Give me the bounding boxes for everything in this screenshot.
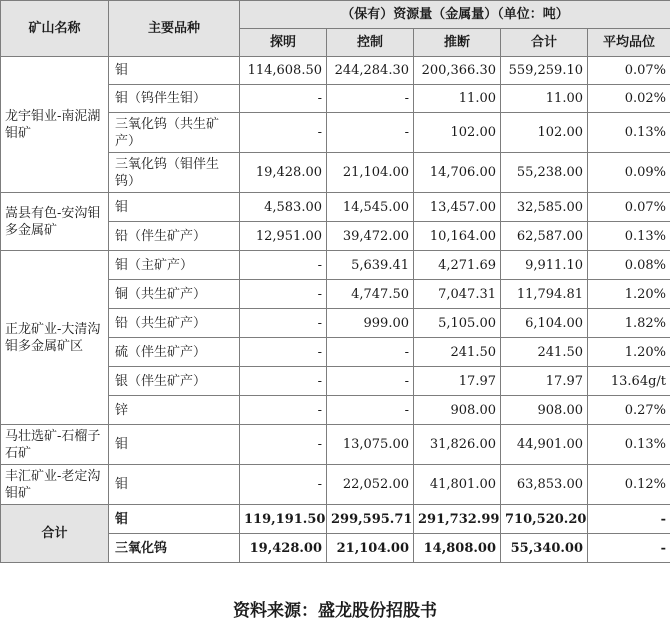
grade-cell: 1.20% [588,280,670,309]
header-col-proven: 探明 [240,29,327,57]
inferred-cell: 14,808.00 [414,534,501,563]
controlled-cell: 21,104.00 [327,534,414,563]
grade-cell: - [588,534,670,563]
inferred-cell: 31,826.00 [414,425,501,465]
controlled-cell: - [327,113,414,153]
inferred-cell: 5,105.00 [414,309,501,338]
total-cell: 102.00 [501,113,588,153]
controlled-cell: 21,104.00 [327,153,414,193]
controlled-cell: - [327,338,414,367]
product-cell: 铅（伴生矿产） [109,222,240,251]
product-cell: 钼 [109,505,240,534]
controlled-cell: 4,747.50 [327,280,414,309]
proven-cell: 12,951.00 [240,222,327,251]
proven-cell: - [240,425,327,465]
grade-cell: 0.12% [588,465,670,505]
total-cell: 32,585.00 [501,193,588,222]
grade-cell: 0.07% [588,193,670,222]
product-cell: 钼 [109,193,240,222]
total-cell: 55,238.00 [501,153,588,193]
source-caption: 资料来源：盛龙股份招股书 [233,601,437,621]
grade-cell: 0.13% [588,425,670,465]
mine-name-cell: 丰汇矿业-老定沟钼矿 [1,465,109,505]
total-cell: 11,794.81 [501,280,588,309]
total-cell: 55,340.00 [501,534,588,563]
proven-cell: - [240,251,327,280]
controlled-cell: 5,639.41 [327,251,414,280]
inferred-cell: 102.00 [414,113,501,153]
table-row [1,251,670,280]
total-row [1,505,670,534]
proven-cell: 119,191.50 [240,505,327,534]
product-cell: 钼（主矿产） [109,251,240,280]
product-cell: 银（伴生矿产） [109,367,240,396]
proven-cell: - [240,85,327,113]
inferred-cell: 4,271.69 [414,251,501,280]
product-cell: 钼（钨伴生钼） [109,85,240,113]
mine-name-cell: 嵩县有色-安沟钼多金属矿 [1,193,109,251]
total-cell: 17.97 [501,367,588,396]
proven-cell: 4,583.00 [240,193,327,222]
total-cell: 908.00 [501,396,588,425]
header-col-total: 合计 [501,29,588,57]
header-col-inferred: 推断 [414,29,501,57]
controlled-cell: 22,052.00 [327,465,414,505]
inferred-cell: 17.97 [414,367,501,396]
product-cell: 硫（伴生矿产） [109,338,240,367]
controlled-cell: 244,284.30 [327,57,414,85]
grade-cell: 13.64g/t [588,367,670,396]
mine-name-cell: 龙宇钼业-南泥湖钼矿 [1,57,109,193]
grade-cell: - [588,505,670,534]
inferred-cell: 14,706.00 [414,153,501,193]
product-cell: 三氧化钨（共生矿产） [109,113,240,153]
total-cell: 11.00 [501,85,588,113]
mine-name-cell: 正龙矿业-大清沟钼多金属矿区 [1,251,109,425]
controlled-cell: 999.00 [327,309,414,338]
grade-cell: 1.20% [588,338,670,367]
grade-cell: 1.82% [588,309,670,338]
grade-cell: 0.27% [588,396,670,425]
mine-name-cell: 马壮选矿-石榴子石矿 [1,425,109,465]
grade-cell: 0.13% [588,113,670,153]
product-cell: 三氧化钨（钼伴生钨） [109,153,240,193]
table-row [1,465,670,505]
total-cell: 62,587.00 [501,222,588,251]
inferred-cell: 200,366.30 [414,57,501,85]
product-cell: 铜（共生矿产） [109,280,240,309]
table-header [1,1,670,57]
total-cell: 241.50 [501,338,588,367]
proven-cell: - [240,367,327,396]
header-col-controlled: 控制 [327,29,414,57]
header-col-grade: 平均品位 [588,29,670,57]
controlled-cell: - [327,396,414,425]
total-cell: 9,911.10 [501,251,588,280]
inferred-cell: 13,457.00 [414,193,501,222]
product-cell: 铅（共生矿产） [109,309,240,338]
total-cell: 559,259.10 [501,57,588,85]
product-cell: 钼 [109,57,240,85]
inferred-cell: 11.00 [414,85,501,113]
inferred-cell: 908.00 [414,396,501,425]
proven-cell: - [240,280,327,309]
grade-cell: 0.02% [588,85,670,113]
grade-cell: 0.07% [588,57,670,85]
inferred-cell: 7,047.31 [414,280,501,309]
inferred-cell: 41,801.00 [414,465,501,505]
total-cell: 44,901.00 [501,425,588,465]
grade-cell: 0.09% [588,153,670,193]
table-row [1,193,670,222]
controlled-cell: - [327,367,414,396]
header-group-title: （保有）资源量（金属量）（单位：吨） [240,1,670,29]
controlled-cell: 299,595.71 [327,505,414,534]
proven-cell: - [240,338,327,367]
proven-cell: 114,608.50 [240,57,327,85]
controlled-cell: 13,075.00 [327,425,414,465]
product-cell: 锌 [109,396,240,425]
inferred-cell: 10,164.00 [414,222,501,251]
proven-cell: - [240,465,327,505]
header-mine-name: 矿山名称 [1,1,109,57]
product-cell: 钼 [109,425,240,465]
product-cell: 三氧化钨 [109,534,240,563]
grade-cell: 0.13% [588,222,670,251]
controlled-cell: - [327,85,414,113]
total-cell: 63,853.00 [501,465,588,505]
table-row [1,57,670,85]
inferred-cell: 291,732.99 [414,505,501,534]
inferred-cell: 241.50 [414,338,501,367]
proven-cell: - [240,113,327,153]
proven-cell: - [240,309,327,338]
total-cell: 6,104.00 [501,309,588,338]
grade-cell: 0.08% [588,251,670,280]
controlled-cell: 39,472.00 [327,222,414,251]
product-cell: 钼 [109,465,240,505]
proven-cell: 19,428.00 [240,153,327,193]
controlled-cell: 14,545.00 [327,193,414,222]
total-label: 合计 [1,505,109,563]
header-main-product: 主要品种 [109,1,240,57]
total-cell: 710,520.20 [501,505,588,534]
table-row [1,425,670,465]
proven-cell: 19,428.00 [240,534,327,563]
proven-cell: - [240,396,327,425]
